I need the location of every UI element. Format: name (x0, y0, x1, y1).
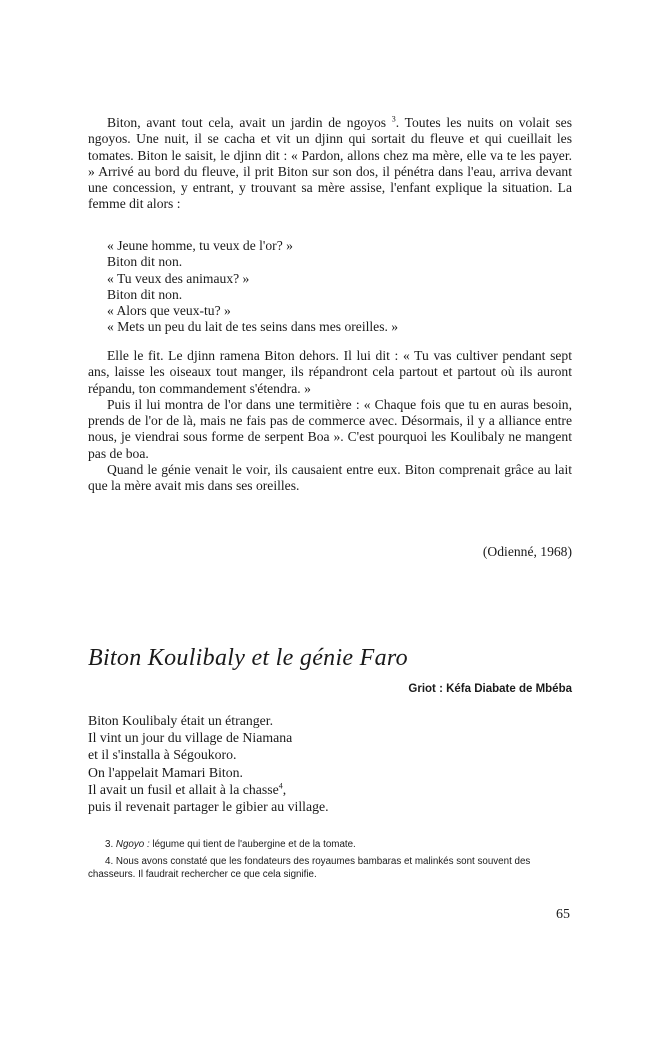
paragraph-2: Elle le fit. Le djinn ramena Biton dehors. Il lui dit : « Tu vas cultiver pendant sept ans, laisse les oiseaux tout manger, ils répandront cela partout et partout où ils auront répandu, ton commandement s'étendra. » (88, 348, 572, 396)
dialog-line: « Tu veux des animaux? » (107, 270, 250, 286)
paragraph-1: Biton, avant tout cela, avait un jardin de ngoyos $^3$. Toutes les nuits on volait ses ngoyos. Une nuit, il se cacha et vit un djinn qui sortait du fleuve et qui cueillait les tomates. Biton le saisit, le djinn dit : « Pardon, allons chez ma mère, elle va te les payer. » Arrivé au bord du fleuve, il prit Biton sur son dos, il pénétra dans l'eau, arriva devant une concession, y entrant, y trouvant sa mère assise, l'enfant explique la situation. La femme dit alors : (88, 114, 573, 212)
poem-line: Il avait un fusil et allait à la chasse$^4$, (88, 781, 287, 797)
footnote-ref-3[interactable]: 3 (391, 114, 396, 124)
citation: (Odienné, 1968) (482, 544, 572, 559)
dialog-line: Biton dit non. (107, 254, 183, 270)
dialog-line: « Mets un peu du lait de tes seins dans mes oreilles. » (107, 319, 399, 335)
footnote-3: 3. Ngoyo : légume qui tient de l'aubergine et de la tomate. (105, 839, 356, 850)
poem-line: puis il revenait partager le gibier au village. (88, 799, 329, 815)
dialog-block (107, 238, 572, 336)
dialog-line: Biton dit non. (107, 286, 183, 302)
dialog-line: « Jeune homme, tu veux de l'or? » (107, 238, 293, 253)
section-title: Biton Koulibaly et le génie Faro (88, 645, 408, 671)
footnote-4: 4. Nous avons constaté que les fondateurs des royaumes bambaras et malinkés sont souvent des chasseurs. Il faudrait rechercher ce que cela signifie. (88, 855, 531, 880)
opening-paragraph-block (88, 115, 572, 213)
paragraph-4: Quand le génie venait le voir, ils causaient entre eux. Biton comprenait grâce au lait que la mère avait mis dans ses oreilles. (88, 462, 572, 494)
page-number: 65 (556, 907, 570, 922)
footnotes (88, 838, 572, 885)
poem (88, 712, 329, 815)
poem-line: Biton Koulibaly était un étranger. (88, 713, 274, 728)
closing-paragraph-block (88, 348, 572, 495)
footnote-ref-4[interactable]: 4 (278, 781, 283, 791)
poem-line: On l'appelait Mamari Biton. (88, 764, 243, 780)
poem-line: et il s'installa à Ségoukoro. (88, 747, 237, 763)
paragraph-3: Puis il lui montra de l'or dans une termitière : « Chaque fois que tu en auras besoin, prends de l'or de là, mais ne fais pas de commerce avec. Désormais, il y a alliance entre nous, je viendrai sous forme de serpent Boa ». C'est pourquoi les Koulibaly ne mangent pas de boa. (88, 396, 572, 461)
dialog-line: « Alors que veux-tu? » (107, 303, 231, 319)
griot-attribution: Griot : Kéfa Diabate de Mbéba (408, 683, 572, 695)
poem-line: Il vint un jour du village de Niamana (88, 730, 293, 746)
